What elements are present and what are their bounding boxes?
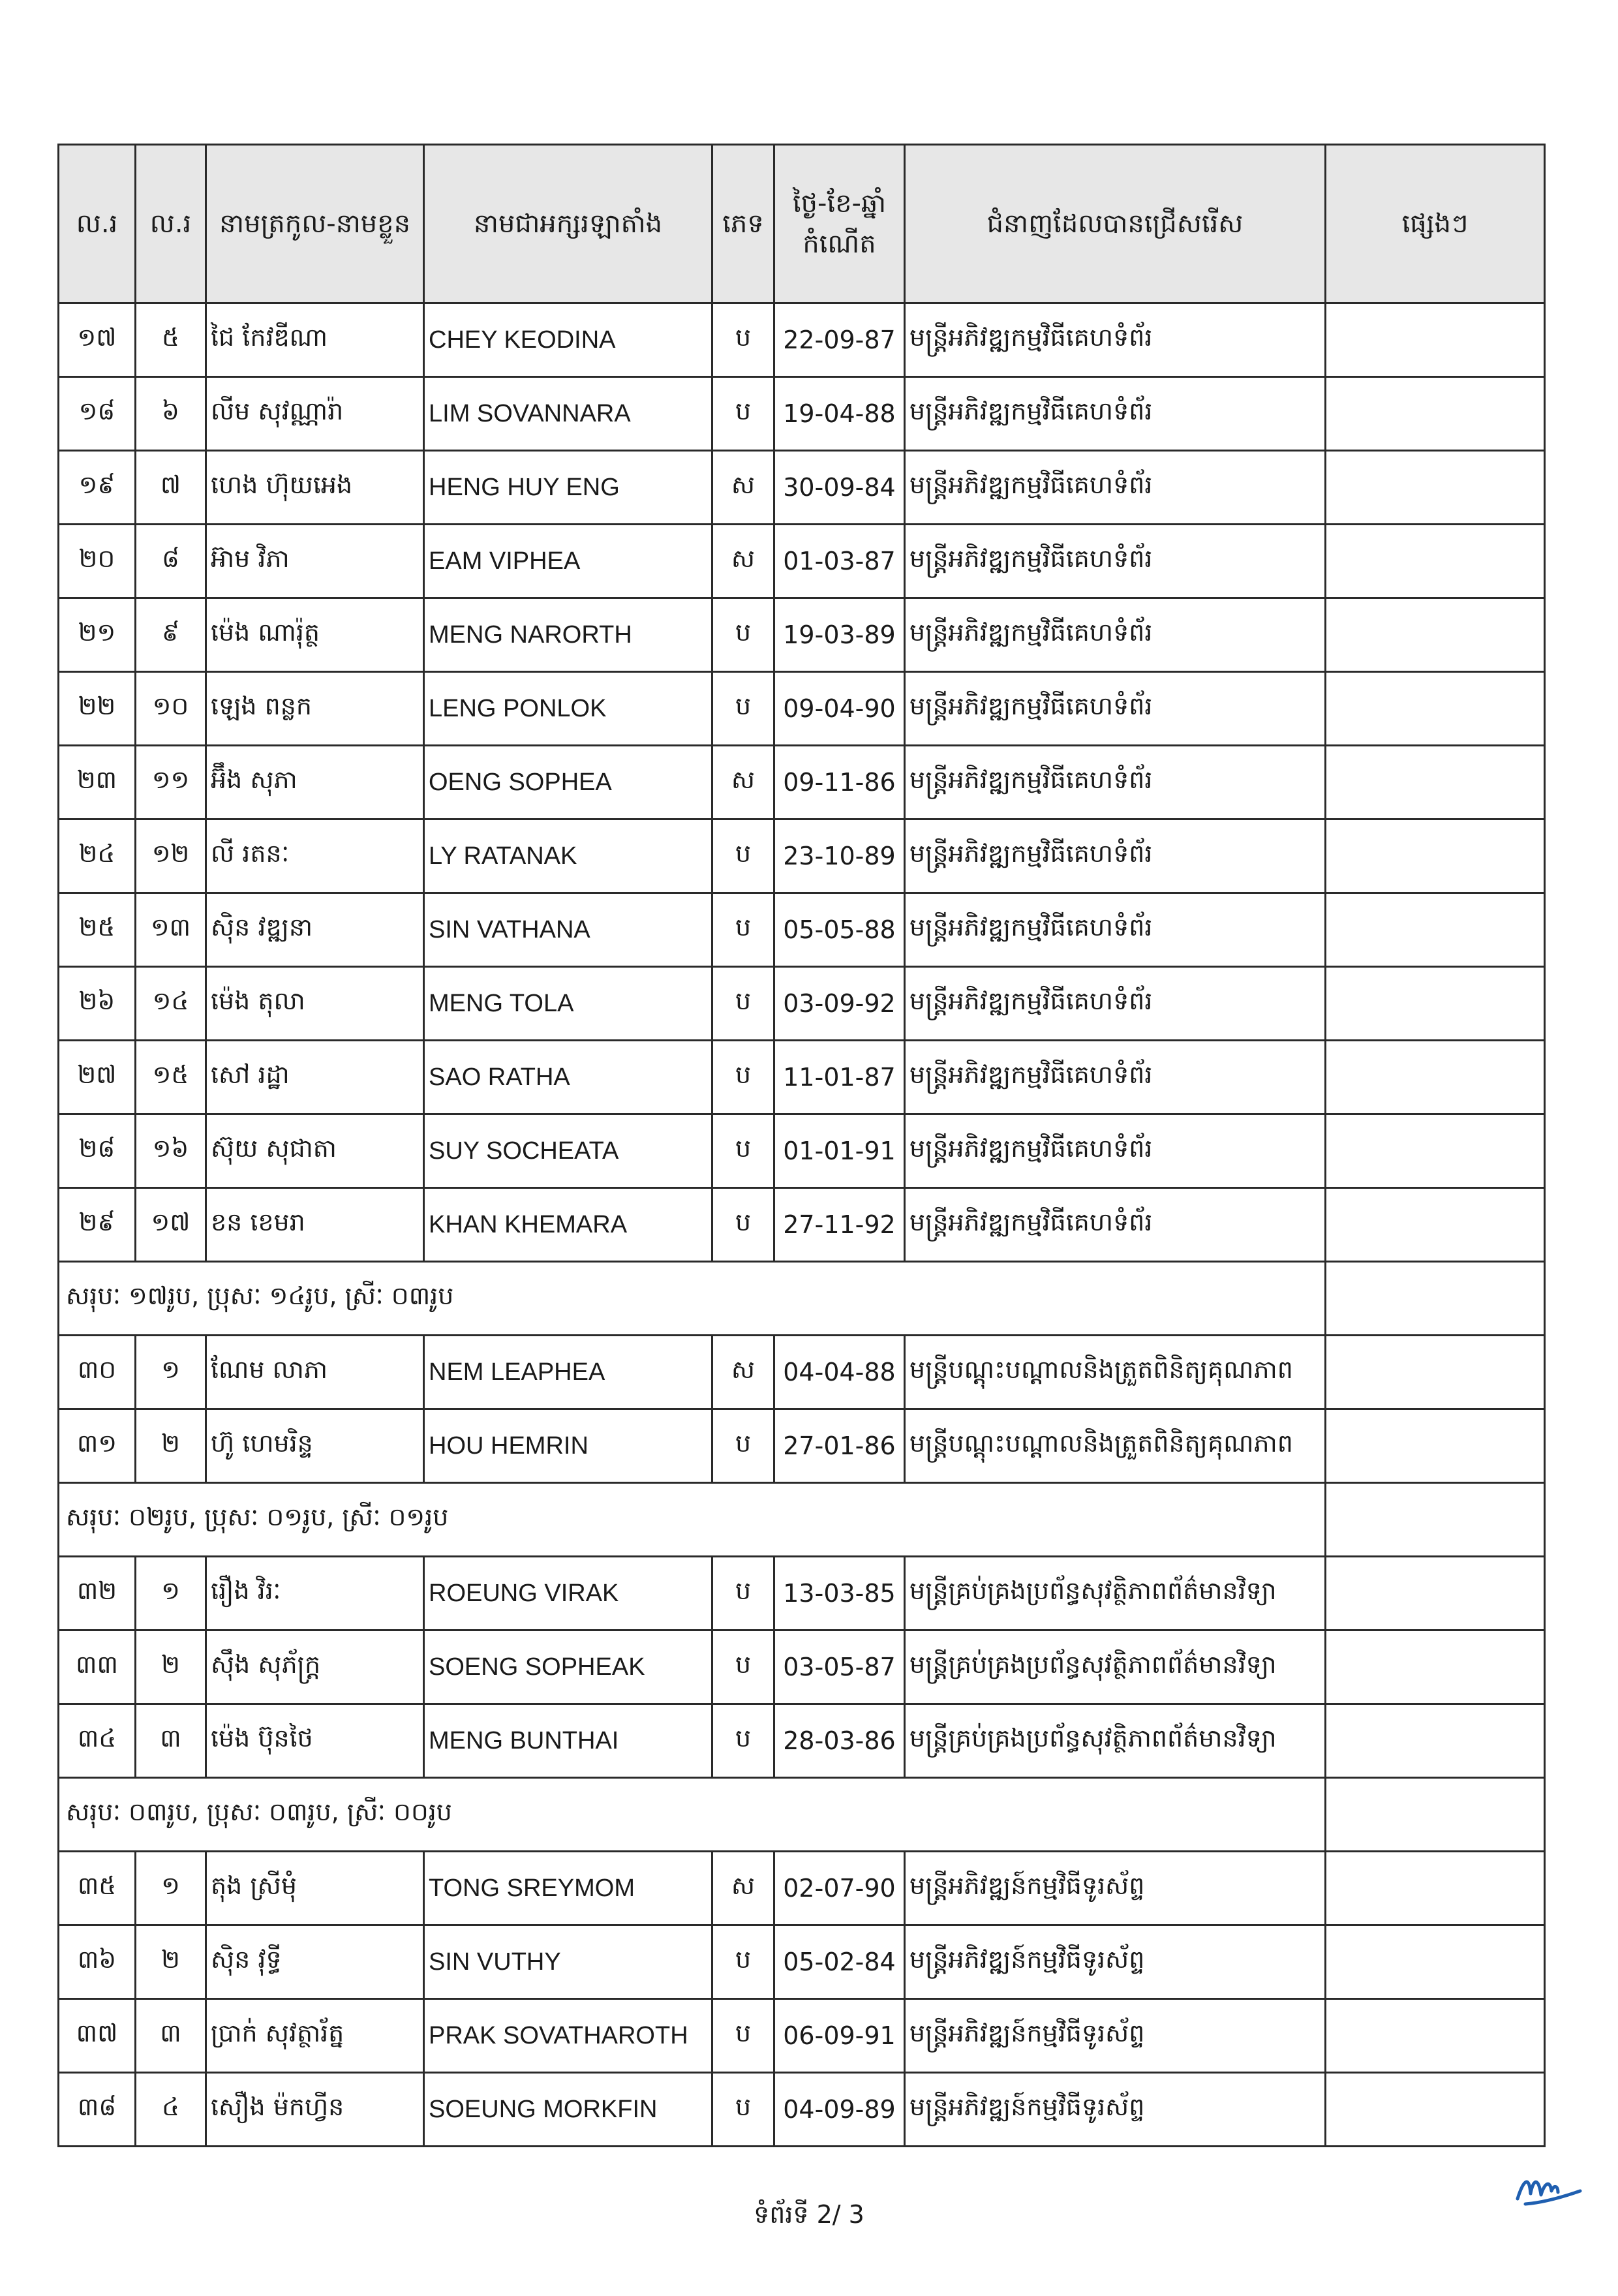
cell-other — [1326, 967, 1545, 1041]
cell-other — [1326, 893, 1545, 967]
cell-dob: 03-05-87 — [774, 1630, 905, 1704]
cell-latin-name: SOENG SOPHEAK — [424, 1630, 712, 1704]
cell-dob: 23-10-89 — [774, 819, 905, 893]
table-row — [59, 893, 1545, 967]
cell-position: មន្ត្រីអភិវឌ្ឍកម្មវិធីគេហទំព័រ — [905, 746, 1326, 819]
cell-no: ១៧ — [59, 303, 136, 377]
cell-other — [1326, 377, 1545, 451]
cell-no: ១៨ — [59, 377, 136, 451]
cell-khmer-name: ស៊ឹង សុភ័ក្ត្រ — [206, 1630, 424, 1704]
cell-sex: ប — [712, 819, 774, 893]
header-dob: ថ្ងៃ-ខែ-ឆ្នាំ កំណើត — [774, 145, 905, 303]
cell-khmer-name: ម៉េង ណារ៉ុត្ថ — [206, 598, 424, 672]
roster-body — [59, 303, 1545, 2147]
cell-sex: ប — [712, 1704, 774, 1778]
cell-dob: 19-03-89 — [774, 598, 905, 672]
cell-dob: 28-03-86 — [774, 1704, 905, 1778]
cell-no: ២៨ — [59, 1114, 136, 1188]
header-no: ល.រ — [59, 145, 136, 303]
cell-khmer-name: ស៊ិន វឌ្ឍនា — [206, 893, 424, 967]
cell-dob: 04-04-88 — [774, 1336, 905, 1409]
cell-position: មន្ត្រីអភិវឌ្ឍន៍កម្មវិធីទូរស័ព្ទ — [905, 1852, 1326, 1925]
cell-sub-no: ១ — [136, 1852, 206, 1925]
cell-sub-no: ៣ — [136, 1704, 206, 1778]
cell-dob: 01-01-91 — [774, 1114, 905, 1188]
cell-other — [1326, 1630, 1545, 1704]
table-header-row — [59, 145, 1545, 303]
cell-dob: 06-09-91 — [774, 1999, 905, 2073]
cell-no: ៣៧ — [59, 1999, 136, 2073]
header-other: ផ្សេងៗ — [1326, 145, 1545, 303]
cell-sub-no: ១ — [136, 1336, 206, 1409]
cell-sub-no: ៣ — [136, 1999, 206, 2073]
cell-no: ២៤ — [59, 819, 136, 893]
cell-other — [1326, 525, 1545, 598]
cell-latin-name: LIM SOVANNARA — [424, 377, 712, 451]
table-row — [59, 598, 1545, 672]
cell-other — [1326, 1852, 1545, 1925]
cell-other — [1326, 1188, 1545, 1262]
cell-sub-no: ១ — [136, 1557, 206, 1630]
summary-text: សរុបៈ ១៧រូប, ប្រុសៈ ១៤រូប, ស្រីៈ ០៣រូប — [59, 1262, 1326, 1336]
cell-position: មន្ត្រីបណ្តុះបណ្តាលនិងត្រួតពិនិត្យគុណភាព — [905, 1409, 1326, 1483]
cell-other — [1326, 598, 1545, 672]
cell-other — [1326, 819, 1545, 893]
cell-sex: ប — [712, 967, 774, 1041]
cell-sex: ប — [712, 303, 774, 377]
cell-khmer-name: ស៊ិន វុទ្ធី — [206, 1925, 424, 1999]
cell-latin-name: SUY SOCHEATA — [424, 1114, 712, 1188]
cell-sub-no: ១៣ — [136, 893, 206, 967]
cell-dob: 04-09-89 — [774, 2073, 905, 2147]
cell-no: ២២ — [59, 672, 136, 746]
cell-other — [1326, 672, 1545, 746]
cell-dob: 05-02-84 — [774, 1925, 905, 1999]
cell-sub-no: ១១ — [136, 746, 206, 819]
cell-no: ៣៦ — [59, 1925, 136, 1999]
table-row — [59, 1999, 1545, 2073]
cell-position: មន្ត្រីគ្រប់គ្រងប្រព័ន្ធសុវត្ថិភាពព័ត៌មានវិទ្យា — [905, 1704, 1326, 1778]
summary-row — [59, 1778, 1545, 1852]
cell-other — [1326, 1114, 1545, 1188]
table-row — [59, 746, 1545, 819]
cell-no: ៣៥ — [59, 1852, 136, 1925]
cell-khmer-name: ហ៊ូ ហេមរិន្ទ — [206, 1409, 424, 1483]
cell-dob: 09-11-86 — [774, 746, 905, 819]
cell-no: ២៩ — [59, 1188, 136, 1262]
cell-sub-no: ២ — [136, 1925, 206, 1999]
cell-latin-name: PRAK SOVATHAROTH — [424, 1999, 712, 2073]
cell-latin-name: SOEUNG MORKFIN — [424, 2073, 712, 2147]
header-sex: ភេទ — [712, 145, 774, 303]
cell-no: ៣៤ — [59, 1704, 136, 1778]
cell-no: ៣១ — [59, 1409, 136, 1483]
cell-position: មន្ត្រីបណ្តុះបណ្តាលនិងត្រួតពិនិត្យគុណភាព — [905, 1336, 1326, 1409]
cell-position: មន្ត្រីអភិវឌ្ឍកម្មវិធីគេហទំព័រ — [905, 303, 1326, 377]
cell-position: មន្ត្រីគ្រប់គ្រងប្រព័ន្ធសុវត្ថិភាពព័ត៌មានវិទ្យា — [905, 1630, 1326, 1704]
cell-sex: ប — [712, 377, 774, 451]
summary-text: សរុបៈ ០២រូប, ប្រុសៈ ០១រូប, ស្រីៈ ០១រូប — [59, 1483, 1326, 1557]
table-row — [59, 525, 1545, 598]
cell-no: ២៧ — [59, 1041, 136, 1114]
cell-sex: ប — [712, 1630, 774, 1704]
cell-dob: 03-09-92 — [774, 967, 905, 1041]
cell-latin-name: TONG SREYMOM — [424, 1852, 712, 1925]
cell-other — [1326, 2073, 1545, 2147]
table-row — [59, 2073, 1545, 2147]
cell-latin-name: CHEY KEODINA — [424, 303, 712, 377]
page-number: ទំព័រទី 2/ 3 — [754, 2200, 864, 2229]
table-row — [59, 819, 1545, 893]
cell-other — [1326, 1925, 1545, 1999]
cell-dob: 13-03-85 — [774, 1557, 905, 1630]
cell-dob: 02-07-90 — [774, 1852, 905, 1925]
table-row — [59, 303, 1545, 377]
cell-position: មន្ត្រីអភិវឌ្ឍកម្មវិធីគេហទំព័រ — [905, 451, 1326, 525]
cell-latin-name: KHAN KHEMARA — [424, 1188, 712, 1262]
cell-sub-no: ១៤ — [136, 967, 206, 1041]
cell-latin-name: NEM LEAPHEA — [424, 1336, 712, 1409]
cell-sex: ប — [712, 672, 774, 746]
cell-no: ២៣ — [59, 746, 136, 819]
cell-other — [1326, 1778, 1545, 1852]
cell-khmer-name: សឿង ម៉កហ្វីន — [206, 2073, 424, 2147]
cell-position: មន្ត្រីអភិវឌ្ឍកម្មវិធីគេហទំព័រ — [905, 525, 1326, 598]
cell-khmer-name: ប្រាក់ សុវត្ថារ័ត្ន — [206, 1999, 424, 2073]
cell-khmer-name: ស៊ុយ សុជាតា — [206, 1114, 424, 1188]
cell-position: មន្ត្រីអភិវឌ្ឍកម្មវិធីគេហទំព័រ — [905, 967, 1326, 1041]
cell-khmer-name: ម៉េង ប៊ុនថៃ — [206, 1704, 424, 1778]
cell-dob: 05-05-88 — [774, 893, 905, 967]
cell-dob: 27-11-92 — [774, 1188, 905, 1262]
cell-khmer-name: ខន ខេមរា — [206, 1188, 424, 1262]
cell-dob: 19-04-88 — [774, 377, 905, 451]
cell-sex: ប — [712, 893, 774, 967]
cell-position: មន្ត្រីអភិវឌ្ឍកម្មវិធីគេហទំព័រ — [905, 377, 1326, 451]
cell-no: ៣០ — [59, 1336, 136, 1409]
cell-sex: ស — [712, 525, 774, 598]
cell-sub-no: ២ — [136, 1409, 206, 1483]
cell-sex: ប — [712, 598, 774, 672]
cell-latin-name: OENG SOPHEA — [424, 746, 712, 819]
cell-other — [1326, 1262, 1545, 1336]
cell-sex: ប — [712, 1041, 774, 1114]
cell-khmer-name: លីម សុវណ្ណារ៉ា — [206, 377, 424, 451]
cell-no: ១៩ — [59, 451, 136, 525]
cell-position: មន្ត្រីអភិវឌ្ឍកម្មវិធីគេហទំព័រ — [905, 819, 1326, 893]
table-row — [59, 1557, 1545, 1630]
header-khmer-name: នាមត្រកូល-នាមខ្លួន — [206, 145, 424, 303]
cell-sex: ប — [712, 1925, 774, 1999]
cell-sex: ស — [712, 1336, 774, 1409]
table-row — [59, 1409, 1545, 1483]
cell-khmer-name: អ៊ាម វិភា — [206, 525, 424, 598]
cell-sub-no: ១២ — [136, 819, 206, 893]
cell-khmer-name: ម៉េង តុលា — [206, 967, 424, 1041]
cell-sub-no: ៩ — [136, 598, 206, 672]
cell-sex: ស — [712, 746, 774, 819]
cell-khmer-name: តុង ស្រីមុំ — [206, 1852, 424, 1925]
cell-position: មន្ត្រីអភិវឌ្ឍន៍កម្មវិធីទូរស័ព្ទ — [905, 1999, 1326, 2073]
cell-sub-no: ៤ — [136, 2073, 206, 2147]
cell-khmer-name: អ៊ឹង សុភា — [206, 746, 424, 819]
cell-no: ៣៣ — [59, 1630, 136, 1704]
cell-other — [1326, 451, 1545, 525]
table-row — [59, 1704, 1545, 1778]
cell-sub-no: ៧ — [136, 451, 206, 525]
cell-sex: ប — [712, 1557, 774, 1630]
table-row — [59, 1925, 1545, 1999]
cell-position: មន្ត្រីអភិវឌ្ឍកម្មវិធីគេហទំព័រ — [905, 1041, 1326, 1114]
cell-position: មន្ត្រីអភិវឌ្ឍកម្មវិធីគេហទំព័រ — [905, 598, 1326, 672]
cell-khmer-name: ណែម លាភា — [206, 1336, 424, 1409]
cell-no: ២៥ — [59, 893, 136, 967]
cell-latin-name: HENG HUY ENG — [424, 451, 712, 525]
table-row — [59, 967, 1545, 1041]
table-row — [59, 451, 1545, 525]
cell-position: មន្ត្រីគ្រប់គ្រងប្រព័ន្ធសុវត្ថិភាពព័ត៌មានវិទ្យា — [905, 1557, 1326, 1630]
summary-row — [59, 1262, 1545, 1336]
cell-latin-name: MENG TOLA — [424, 967, 712, 1041]
cell-sub-no: ២ — [136, 1630, 206, 1704]
cell-other — [1326, 746, 1545, 819]
cell-other — [1326, 1557, 1545, 1630]
cell-position: មន្ត្រីអភិវឌ្ឍន៍កម្មវិធីទូរស័ព្ទ — [905, 1925, 1326, 1999]
cell-sex: ប — [712, 1999, 774, 2073]
cell-sex: ស — [712, 451, 774, 525]
cell-position: មន្ត្រីអភិវឌ្ឍកម្មវិធីគេហទំព័រ — [905, 1188, 1326, 1262]
cell-sex: ប — [712, 1114, 774, 1188]
cell-sub-no: ៨ — [136, 525, 206, 598]
cell-position: មន្ត្រីអភិវឌ្ឍកម្មវិធីគេហទំព័រ — [905, 672, 1326, 746]
cell-sub-no: ៥ — [136, 303, 206, 377]
cell-khmer-name: ឡេង ពន្លក — [206, 672, 424, 746]
cell-no: ២៦ — [59, 967, 136, 1041]
cell-other — [1326, 1704, 1545, 1778]
summary-row — [59, 1483, 1545, 1557]
cell-dob: 30-09-84 — [774, 451, 905, 525]
cell-latin-name: MENG BUNTHAI — [424, 1704, 712, 1778]
table-row — [59, 672, 1545, 746]
cell-other — [1326, 1999, 1545, 2073]
cell-other — [1326, 303, 1545, 377]
table-row — [59, 1630, 1545, 1704]
roster-table — [57, 144, 1546, 2147]
cell-position: មន្ត្រីអភិវឌ្ឍន៍កម្មវិធីទូរស័ព្ទ — [905, 2073, 1326, 2147]
summary-text: សរុបៈ ០៣រូប, ប្រុសៈ ០៣រូប, ស្រីៈ ០០រូប — [59, 1778, 1326, 1852]
cell-khmer-name: លី រតនៈ — [206, 819, 424, 893]
cell-latin-name: LENG PONLOK — [424, 672, 712, 746]
cell-latin-name: SAO RATHA — [424, 1041, 712, 1114]
cell-latin-name: HOU HEMRIN — [424, 1409, 712, 1483]
cell-sub-no: ១៦ — [136, 1114, 206, 1188]
cell-no: ៣៨ — [59, 2073, 136, 2147]
cell-other — [1326, 1409, 1545, 1483]
cell-khmer-name: សៅ រដ្ឋា — [206, 1041, 424, 1114]
cell-latin-name: SIN VUTHY — [424, 1925, 712, 1999]
cell-sub-no: ១៧ — [136, 1188, 206, 1262]
cell-dob: 27-01-86 — [774, 1409, 905, 1483]
cell-latin-name: LY RATANAK — [424, 819, 712, 893]
table-row — [59, 1041, 1545, 1114]
cell-other — [1326, 1041, 1545, 1114]
cell-no: ២០ — [59, 525, 136, 598]
cell-sub-no: ១០ — [136, 672, 206, 746]
cell-dob: 01-03-87 — [774, 525, 905, 598]
cell-sex: ប — [712, 1188, 774, 1262]
cell-other — [1326, 1336, 1545, 1409]
cell-latin-name: EAM VIPHEA — [424, 525, 712, 598]
cell-no: ២១ — [59, 598, 136, 672]
table-row — [59, 377, 1545, 451]
cell-latin-name: MENG NARORTH — [424, 598, 712, 672]
cell-position: មន្ត្រីអភិវឌ្ឍកម្មវិធីគេហទំព័រ — [905, 1114, 1326, 1188]
cell-sub-no: ១៥ — [136, 1041, 206, 1114]
cell-no: ៣២ — [59, 1557, 136, 1630]
cell-sub-no: ៦ — [136, 377, 206, 451]
cell-latin-name: ROEUNG VIRAK — [424, 1557, 712, 1630]
cell-dob: 09-04-90 — [774, 672, 905, 746]
table-row — [59, 1336, 1545, 1409]
cell-dob: 22-09-87 — [774, 303, 905, 377]
table-row — [59, 1114, 1545, 1188]
cell-khmer-name: ហេង ហ៊ុយអេង — [206, 451, 424, 525]
cell-latin-name: SIN VATHANA — [424, 893, 712, 967]
cell-sex: ស — [712, 1852, 774, 1925]
cell-khmer-name: រឿង វិរៈ — [206, 1557, 424, 1630]
cell-other — [1326, 1483, 1545, 1557]
cell-position: មន្ត្រីអភិវឌ្ឍកម្មវិធីគេហទំព័រ — [905, 893, 1326, 967]
cell-khmer-name: ជៃ កែវឌីណា — [206, 303, 424, 377]
cell-sex: ប — [712, 2073, 774, 2147]
table-row — [59, 1852, 1545, 1925]
header-sub-no: ល.រ — [136, 145, 206, 303]
header-latin-name: នាមជាអក្សរឡាតាំង — [424, 145, 712, 303]
cell-sex: ប — [712, 1409, 774, 1483]
header-position: ជំនាញដែលបានជ្រើសរើស — [905, 145, 1326, 303]
table-row — [59, 1188, 1545, 1262]
cell-dob: 11-01-87 — [774, 1041, 905, 1114]
